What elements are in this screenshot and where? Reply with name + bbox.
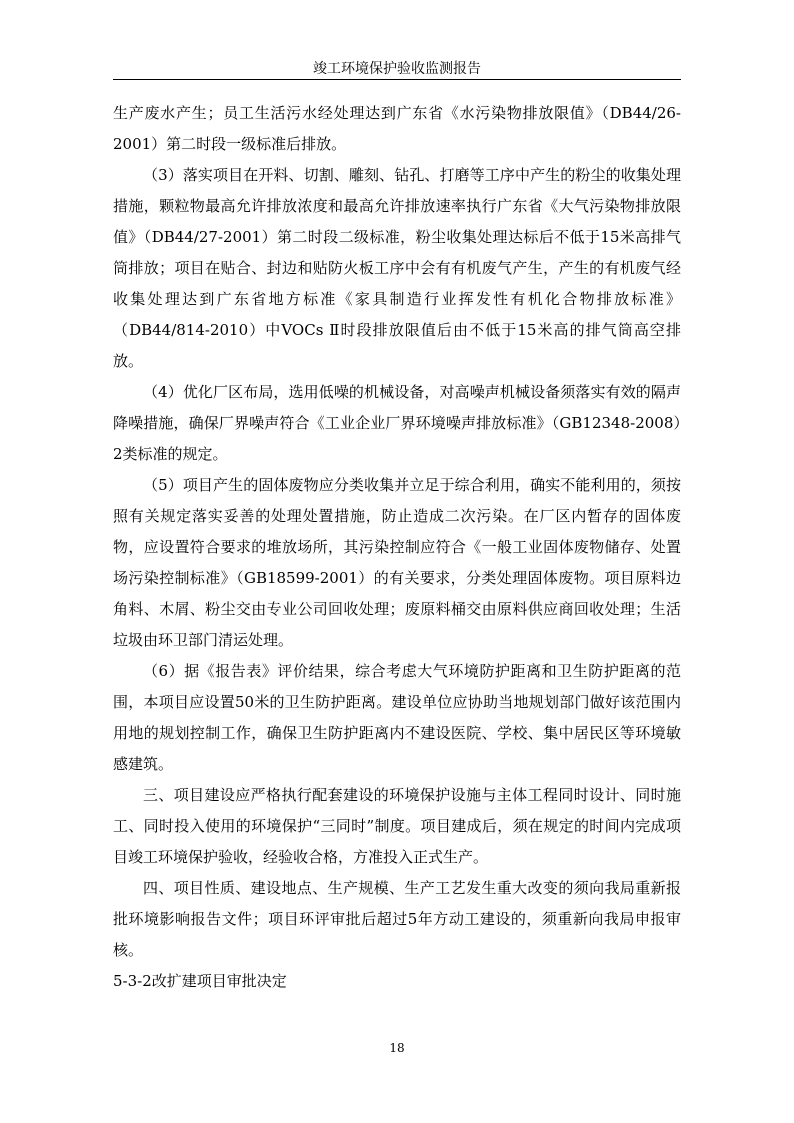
paragraph-item-3-dust-voc: （3）落实项目在开料、切割、雕刻、钻孔、打磨等工序中产生的粉尘的收集处理措施，颗粒物最高允许排放浓度和最高允许排放速率执行广东省《大气污染物排放限值》（DB44/27-2001）第二时段二级标准，粉尘收集处理达标后不低于15米高排气筒排放；项目在贴合、封边和贴防火板工序中会有有机废气产生，产生的有机废气经收集处理达到广东省地方标准《家具制造行业挥发性有机化合物排放标准》（DB44/814-2010）中VOCs Ⅱ时段排放限值后由不低于15米高的排气筒高空排放。: [113, 166, 681, 370]
header-title: 竣工环境保护验收监测报告: [313, 61, 481, 77]
paragraph-wastewater: 生产废水产生；员工生活污水经处理达到广东省《水污染物排放限值》（DB44/26-2001）第二时段一级标准后排放。: [113, 104, 681, 153]
header-divider: [113, 79, 681, 80]
paragraph-section-3: 三、项目建设应严格执行配套建设的环境保护设施与主体工程同时设计、同时施工、同时投入使用的环境保护“三同时”制度。项目建成后，须在规定的时间内完成项目竣工环境保护验收，经验收合格，方准投入正式生产。: [113, 786, 681, 866]
paragraph-item-4-noise: （4）优化厂区布局，选用低噪的机械设备，对高噪声机械设备须落实有效的隔声降噪措施，确保厂界噪声符合《工业企业厂界环境噪声排放标准》（GB12348-2008）2类标准的规定。: [113, 383, 681, 463]
section-heading-5-3-2: 5-3-2改扩建项目审批决定: [113, 972, 287, 990]
paragraph-section-4: 四、项目性质、建设地点、生产规模、生产工艺发生重大改变的须向我局重新报批环境影响报告文件；项目环评审批后超过5年方动工建设的，须重新向我局申报审核。: [113, 879, 681, 959]
page-number: 18: [389, 1041, 405, 1055]
paragraph-item-5-solid-waste: （5）项目产生的固体废物应分类收集并立足于综合利用，确实不能利用的，须按照有关规定落实妥善的处理处置措施，防止造成二次污染。在厂区内暂存的固体废物，应设置符合要求的堆放场所，其污染控制应符合《一般工业固体废物储存、处置场污染控制标准》（GB18599-2001）的有关要求，分类处理固体废物。项目原料边角料、木屑、粉尘交由专业公司回收处理；废原料桶交由原料供应商回收处理；生活垃圾由环卫部门清运处理。: [113, 476, 681, 649]
document-body: [113, 98, 681, 997]
paragraph-item-6-protection-distance: （6）据《报告表》评价结果，综合考虑大气环境防护距离和卫生防护距离的范围，本项目应设置50米的卫生防护距离。建设单位应协助当地规划部门做好该范围内用地的规划控制工作，确保卫生防护距离内不建设医院、学校、集中居民区等环境敏感建筑。: [113, 662, 681, 773]
